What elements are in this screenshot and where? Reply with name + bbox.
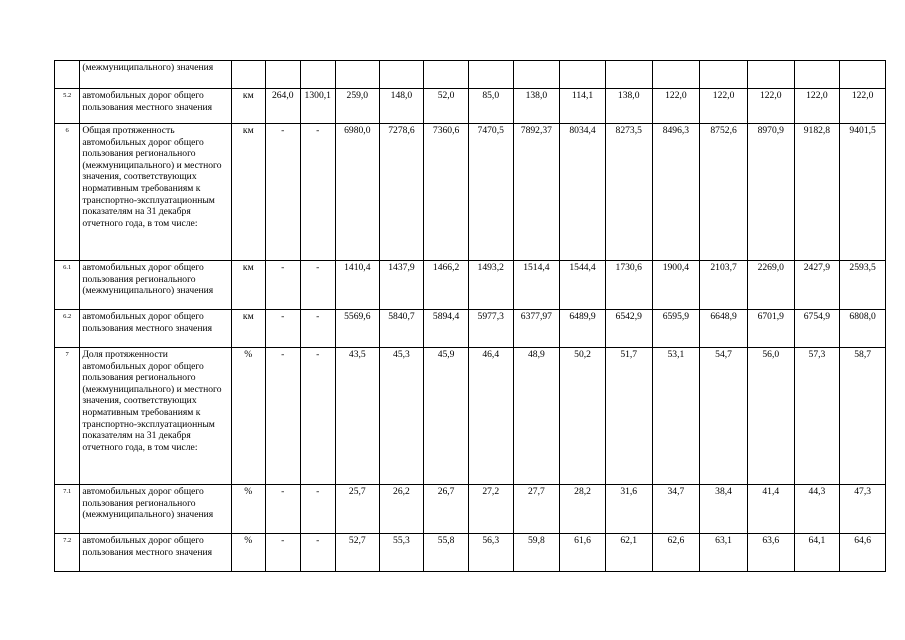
value-cell: 56,3 [468, 534, 513, 572]
value-cell: 52,7 [336, 534, 380, 572]
value-cell: - [300, 261, 336, 310]
indicator-name-cell: Общая протяженность автомобильных дорог общего пользования регионального (межмуниципального) и местного значения, соответствующих нормативным требованиям к транспортно-эксплуатационным показателям на 31 декабря отчетного года, в том числе: [80, 124, 231, 261]
value-cell: 1493,2 [468, 261, 513, 310]
value-cell: 26,2 [379, 485, 424, 534]
value-cell [700, 61, 748, 89]
row-number-cell: 6.1 [55, 261, 80, 310]
value-cell: 34,7 [652, 485, 700, 534]
value-cell [424, 61, 469, 89]
value-cell: 52,0 [424, 89, 469, 124]
value-cell: 57,3 [794, 348, 840, 485]
value-cell: 64,6 [840, 534, 886, 572]
value-cell: 51,7 [605, 348, 652, 485]
value-cell: 114,1 [560, 89, 606, 124]
value-cell: - [300, 348, 336, 485]
value-cell: 8496,3 [652, 124, 700, 261]
value-cell: 138,0 [513, 89, 560, 124]
table-row [55, 261, 886, 310]
value-cell: 122,0 [794, 89, 840, 124]
value-cell: 2427,9 [794, 261, 840, 310]
value-cell: 55,8 [424, 534, 469, 572]
value-cell [300, 61, 336, 89]
value-cell: 122,0 [840, 89, 886, 124]
value-cell: 38,4 [700, 485, 748, 534]
unit-cell: км [231, 261, 265, 310]
value-cell [379, 61, 424, 89]
value-cell [605, 61, 652, 89]
value-cell: 56,0 [747, 348, 794, 485]
value-cell: 6701,9 [747, 310, 794, 348]
unit-cell: % [231, 348, 265, 485]
value-cell: 1730,6 [605, 261, 652, 310]
value-cell [652, 61, 700, 89]
value-cell: 5977,3 [468, 310, 513, 348]
value-cell: 1300,1 [300, 89, 336, 124]
indicators-table [54, 60, 886, 572]
value-cell: 5894,4 [424, 310, 469, 348]
value-cell: 6754,9 [794, 310, 840, 348]
value-cell: 7892,37 [513, 124, 560, 261]
table-row [55, 124, 886, 261]
indicator-name-cell: автомобильных дорог общего пользования регионального (межмуниципального) значения [80, 485, 231, 534]
value-cell: 2593,5 [840, 261, 886, 310]
value-cell: 1437,9 [379, 261, 424, 310]
indicator-name-cell: автомобильных дорог общего пользования местного значения [80, 89, 231, 124]
value-cell: 122,0 [700, 89, 748, 124]
value-cell: 46,4 [468, 348, 513, 485]
value-cell: 27,7 [513, 485, 560, 534]
value-cell: 9401,5 [840, 124, 886, 261]
value-cell: 59,8 [513, 534, 560, 572]
value-cell: 85,0 [468, 89, 513, 124]
value-cell: 25,7 [336, 485, 380, 534]
value-cell [794, 61, 840, 89]
value-cell: 44,3 [794, 485, 840, 534]
value-cell: 259,0 [336, 89, 380, 124]
value-cell: 63,1 [700, 534, 748, 572]
value-cell [468, 61, 513, 89]
value-cell: 8034,4 [560, 124, 606, 261]
value-cell: 8970,9 [747, 124, 794, 261]
value-cell: 1514,4 [513, 261, 560, 310]
value-cell [840, 61, 886, 89]
value-cell: 5840,7 [379, 310, 424, 348]
value-cell: - [266, 261, 300, 310]
value-cell: 64,1 [794, 534, 840, 572]
value-cell: 58,7 [840, 348, 886, 485]
value-cell: 54,7 [700, 348, 748, 485]
value-cell: 5569,6 [336, 310, 380, 348]
value-cell: - [266, 310, 300, 348]
unit-cell: км [231, 89, 265, 124]
row-number-cell: 6.2 [55, 310, 80, 348]
value-cell: - [266, 124, 300, 261]
value-cell: 122,0 [747, 89, 794, 124]
value-cell: 8273,5 [605, 124, 652, 261]
value-cell: 1900,4 [652, 261, 700, 310]
table-row [55, 61, 886, 89]
value-cell: 53,1 [652, 348, 700, 485]
value-cell: 264,0 [266, 89, 300, 124]
value-cell: 41,4 [747, 485, 794, 534]
value-cell: 48,9 [513, 348, 560, 485]
value-cell: - [300, 485, 336, 534]
value-cell: 1544,4 [560, 261, 606, 310]
indicator-name-cell: (межмуниципального) значения [80, 61, 231, 89]
row-number-cell: 7 [55, 348, 80, 485]
row-number-cell: 5.2 [55, 89, 80, 124]
table-row [55, 310, 886, 348]
table-row [55, 485, 886, 534]
value-cell: 26,7 [424, 485, 469, 534]
value-cell: 7278,6 [379, 124, 424, 261]
unit-cell: км [231, 310, 265, 348]
unit-cell: % [231, 534, 265, 572]
value-cell: 122,0 [652, 89, 700, 124]
unit-cell [231, 61, 265, 89]
indicator-name-cell: автомобильных дорог общего пользования местного значения [80, 534, 231, 572]
row-number-cell: 7.2 [55, 534, 80, 572]
value-cell: 7470,5 [468, 124, 513, 261]
value-cell: 27,2 [468, 485, 513, 534]
value-cell: 148,0 [379, 89, 424, 124]
unit-cell: км [231, 124, 265, 261]
indicator-name-cell: автомобильных дорог общего пользования местного значения [80, 310, 231, 348]
row-number-cell [55, 61, 80, 89]
value-cell: 62,6 [652, 534, 700, 572]
value-cell: 1410,4 [336, 261, 380, 310]
value-cell [336, 61, 380, 89]
table-row [55, 348, 886, 485]
value-cell: 8752,6 [700, 124, 748, 261]
indicator-name-cell: Доля протяженности автомобильных дорог общего пользования регионального (межмуниципального) и местного значения, соответствующих нормативным требованиям к транспортно-эксплуатационным показателям на 31 декабря отчетного года, в том числе: [80, 348, 231, 485]
value-cell: 45,9 [424, 348, 469, 485]
value-cell: - [266, 534, 300, 572]
value-cell: - [266, 485, 300, 534]
value-cell: 62,1 [605, 534, 652, 572]
indicator-name-cell: автомобильных дорог общего пользования регионального (межмуниципального) значения [80, 261, 231, 310]
value-cell: 31,6 [605, 485, 652, 534]
table-row [55, 534, 886, 572]
value-cell: 61,6 [560, 534, 606, 572]
value-cell: 138,0 [605, 89, 652, 124]
row-number-cell: 7.1 [55, 485, 80, 534]
value-cell: 6542,9 [605, 310, 652, 348]
row-number-cell: 6 [55, 124, 80, 261]
table-body [55, 61, 886, 572]
table-row [55, 89, 886, 124]
value-cell: - [266, 348, 300, 485]
value-cell: 6595,9 [652, 310, 700, 348]
value-cell: 63,6 [747, 534, 794, 572]
value-cell: 6648,9 [700, 310, 748, 348]
value-cell: 55,3 [379, 534, 424, 572]
value-cell: 7360,6 [424, 124, 469, 261]
value-cell: 6489,9 [560, 310, 606, 348]
value-cell: - [300, 124, 336, 261]
value-cell [266, 61, 300, 89]
value-cell: 6980,0 [336, 124, 380, 261]
value-cell: 28,2 [560, 485, 606, 534]
value-cell: 47,3 [840, 485, 886, 534]
value-cell: 6808,0 [840, 310, 886, 348]
value-cell: 43,5 [336, 348, 380, 485]
value-cell: 50,2 [560, 348, 606, 485]
value-cell: 2103,7 [700, 261, 748, 310]
value-cell [513, 61, 560, 89]
value-cell [747, 61, 794, 89]
value-cell: - [300, 534, 336, 572]
value-cell: 9182,8 [794, 124, 840, 261]
value-cell: 6377,97 [513, 310, 560, 348]
value-cell: 45,3 [379, 348, 424, 485]
value-cell: 2269,0 [747, 261, 794, 310]
unit-cell: % [231, 485, 265, 534]
value-cell: - [300, 310, 336, 348]
value-cell: 1466,2 [424, 261, 469, 310]
value-cell [560, 61, 606, 89]
